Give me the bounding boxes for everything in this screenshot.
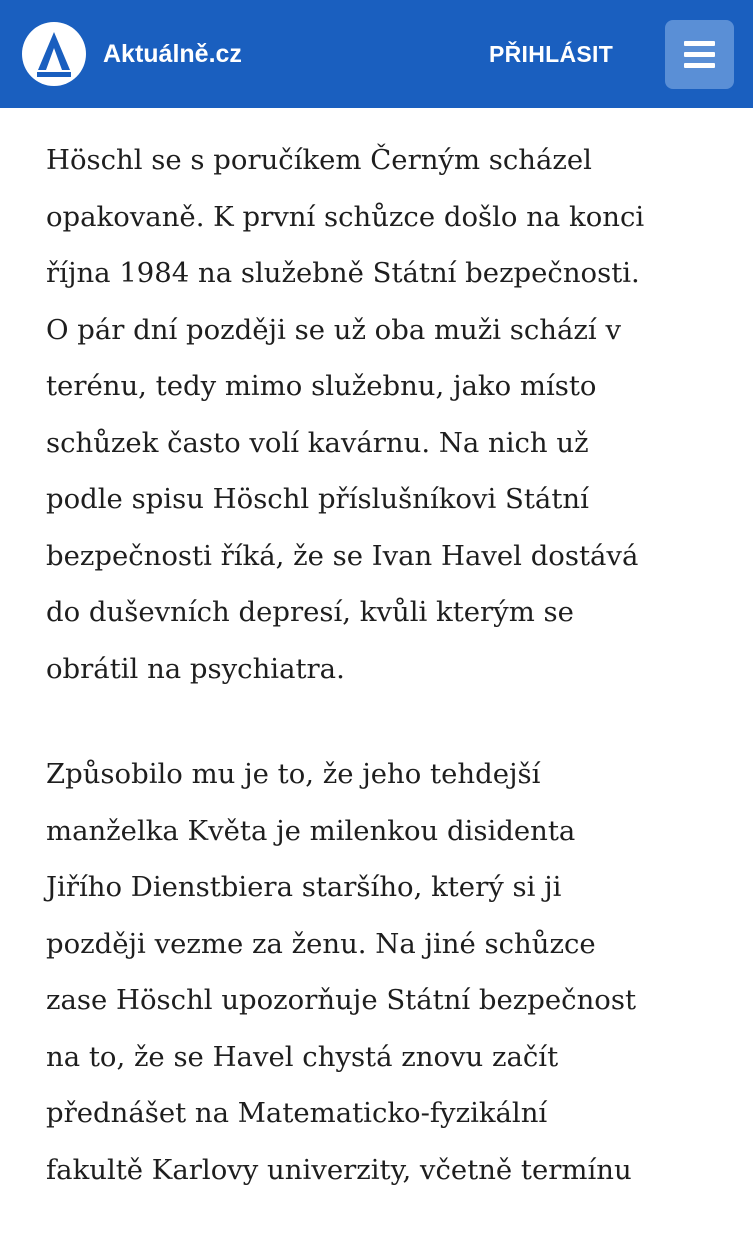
paragraph-line: do duševních depresí, kvůli kterým se <box>46 596 574 628</box>
article-body <box>46 132 726 1247</box>
paragraph-line: terénu, tedy mimo služebnu, jako místo <box>46 370 597 402</box>
paragraph-line: října 1984 na služebně Státní bezpečnosti. <box>46 257 640 289</box>
menu-button[interactable] <box>665 20 734 89</box>
site-header <box>0 0 753 108</box>
site-brand[interactable]: Aktuálně.cz <box>103 40 242 68</box>
paragraph-line: Jiřího Dienstbiera staršího, který si ji <box>46 871 562 903</box>
paragraph-line: Způsobilo mu je to, že jeho tehdejší <box>46 758 541 790</box>
article-paragraph <box>46 746 726 1198</box>
paragraph-line: přednášet na Matematicko-fyzikální <box>46 1097 548 1129</box>
logo-icon[interactable] <box>22 22 86 86</box>
paragraph-line: na to, že se Havel chystá znovu začít <box>46 1040 559 1073</box>
paragraph-line: zase Höschl upozorňuje Státní bezpečnost <box>46 984 637 1016</box>
paragraph-line: schůzek často volí kavárnu. Na nich už <box>46 426 589 459</box>
paragraph-line: O pár dní později se už oba muži schází v <box>46 313 621 346</box>
paragraph-line: manželka Květa je milenkou disidenta <box>46 814 576 847</box>
paragraph-line: podle spisu Höschl příslušníkovi Státní <box>46 483 589 515</box>
article-paragraph <box>46 132 726 697</box>
paragraph-line: později vezme za ženu. Na jiné schůzce <box>46 927 596 960</box>
paragraph-line: bezpečnosti říká, že se Ivan Havel dostává <box>46 539 639 572</box>
paragraph-line: fakultě Karlovy univerzity, včetně termínu <box>46 1153 632 1186</box>
paragraph-line: obrátil na psychiatra. <box>46 652 345 685</box>
login-button[interactable]: PŘIHLÁSIT <box>489 41 614 67</box>
paragraph-line: opakovaně. K první schůzce došlo na konci <box>46 200 645 233</box>
hamburger-menu-icon <box>665 20 734 89</box>
logo-a-icon <box>22 22 86 86</box>
paragraph-line: Höschl se s poručíkem Černým scházel <box>46 144 592 176</box>
